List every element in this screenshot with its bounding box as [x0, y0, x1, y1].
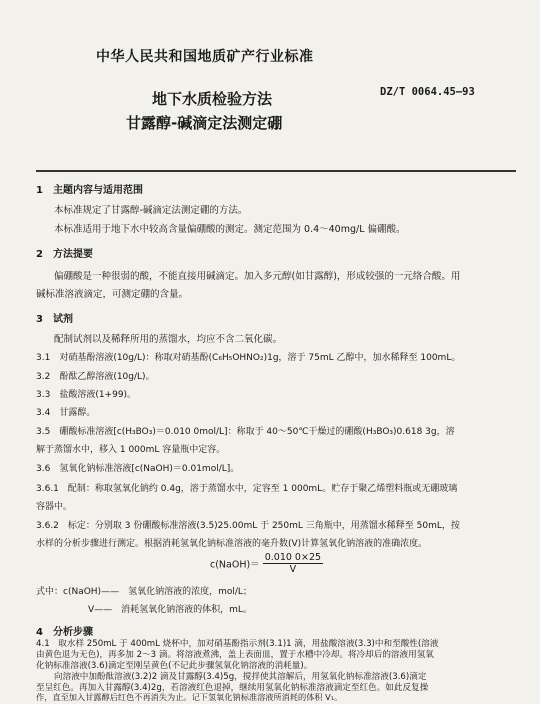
formula-denominator: V [289, 564, 297, 575]
item-3-2: 3.2 酚酞乙醇溶液(10g/L)。 [36, 372, 155, 382]
item-3-6: 3.6 氢氧化钠标准溶液[c(NaOH)＝0.01mol/L]。 [36, 464, 240, 474]
item-4-2-line-3: 作，直至加入甘露醇后红色不再消失为止。记下氢氧化钠标准溶液所消耗的体积 V₁。 [36, 692, 343, 702]
section-3-intro: 配制试剂以及稀释所用的蒸馏水，均应不含二氧化碳。 [54, 334, 283, 345]
section-1-para-2: 本标准适用于地下水中较高含量偏硼酸的测定。测定范围为 0.4～40mg/L 偏硼酸。 [54, 224, 406, 235]
formula-where-2: V—— 消耗氢氧化钠溶液的体积，mL。 [88, 605, 252, 615]
item-3-5-line-2: 解于蒸馏水中，移入 1 000mL 容量瓶中定容。 [36, 445, 226, 455]
section-1-para-1: 本标准规定了甘露醇-碱滴定法测定硼的方法。 [54, 205, 248, 216]
concentration-formula [210, 552, 323, 575]
item-3-5-line-1: 3.5 硼酸标准溶液[c(H₃BO₃)＝0.010 0mol/L]：称取于 40～50℃干燥过的硼酸(H₃BO₃)0.618 3g，溶 [36, 427, 455, 437]
header-divider [36, 170, 516, 172]
standard-code: DZ/T 0064.45—93 [380, 86, 475, 98]
section-1-heading: 1 主题内容与适用范围 [36, 185, 143, 196]
formula-lhs: c(NaOH)＝ [210, 559, 260, 571]
item-3-4: 3.4 甘露醇。 [36, 408, 96, 418]
item-4-1-line-3: 化钠标准溶液(3.6)滴定至刚呈黄色(不记此步骤氢氧化钠溶液的消耗量)。 [36, 661, 313, 671]
section-2-para-1: 偏硼酸是一种很弱的酸，不能直接用碱滴定。加入多元醇(如甘露醇)，形成较强的一元络合酸。用 [54, 271, 461, 282]
item-3-6-2-line-2: 水样的分析步骤进行测定。根据消耗氢氧化钠标准溶液的毫升数(V)计算氢氧化钠溶液的准确浓度。 [36, 539, 428, 549]
item-3-6-2-line-1: 3.6.2 标定：分别取 3 份硼酸标准溶液(3.5)25.00mL 于 250mL 三角瓶中，用蒸馏水稀释至 50mL，按 [36, 521, 460, 531]
item-3-6-1-line-2: 容器中。 [36, 502, 73, 512]
section-4-heading: 4 分析步骤 [36, 627, 93, 638]
item-4-1-line-2: 由黄色退为无色)，再多加 2～3 滴。将溶液煮沸，盖上表面皿，置于水槽中冷却。将冷却后的溶液用氢氧 [36, 650, 434, 660]
item-4-2-line-1: 向溶液中加酚酞溶液(3.2)2 滴及甘露醇(3.4)5g，搅拌使其溶解后，用氢氧化钠标准溶液(3.6)滴定 [54, 672, 427, 682]
section-3-heading: 3 试剂 [36, 314, 73, 325]
title-line-1: 地下水质检验方法 [152, 90, 273, 108]
formula-fraction [263, 552, 323, 575]
item-3-1: 3.1 对硝基酚溶液(10g/L)：称取对硝基酚(C₆H₅OHNO₂)1g，溶于 75mL 乙醇中，加水稀释至 100mL。 [36, 353, 461, 363]
formula-numerator: 0.010 0×25 [264, 552, 322, 563]
item-4-1-line-1: 4.1 取水样 250mL 于 400mL 烧杯中，加对硝基酚指示剂(3.1)1 滴，用盐酸溶液(3.3)中和至酸性(溶液 [36, 639, 439, 649]
item-4-2-line-2: 至呈红色。再加入甘露醇(3.4)2g，若溶液红色退掉，继续用氢氧化钠标准溶液滴定至红色。如此反复操 [36, 683, 429, 693]
title-line-2: 甘露醇-碱滴定法测定硼 [126, 114, 283, 132]
item-3-3: 3.3 盐酸溶液(1+99)。 [36, 390, 137, 400]
section-2-para-2: 碱标准溶液滴定，可测定硼的含量。 [36, 289, 189, 300]
section-2-heading: 2 方法提要 [36, 249, 93, 260]
formula-where-1: 式中：c(NaOH)—— 氢氧化钠溶液的浓度，mol/L； [36, 587, 252, 597]
standard-header: 中华人民共和国地质矿产行业标准 [96, 49, 314, 65]
item-3-6-1-line-1: 3.6.1 配制：称取氢氧化钠约 0.4g，溶于蒸馏水中，定容至 1 000mL。贮存于聚乙烯塑料瓶或无硼玻璃 [36, 484, 458, 494]
